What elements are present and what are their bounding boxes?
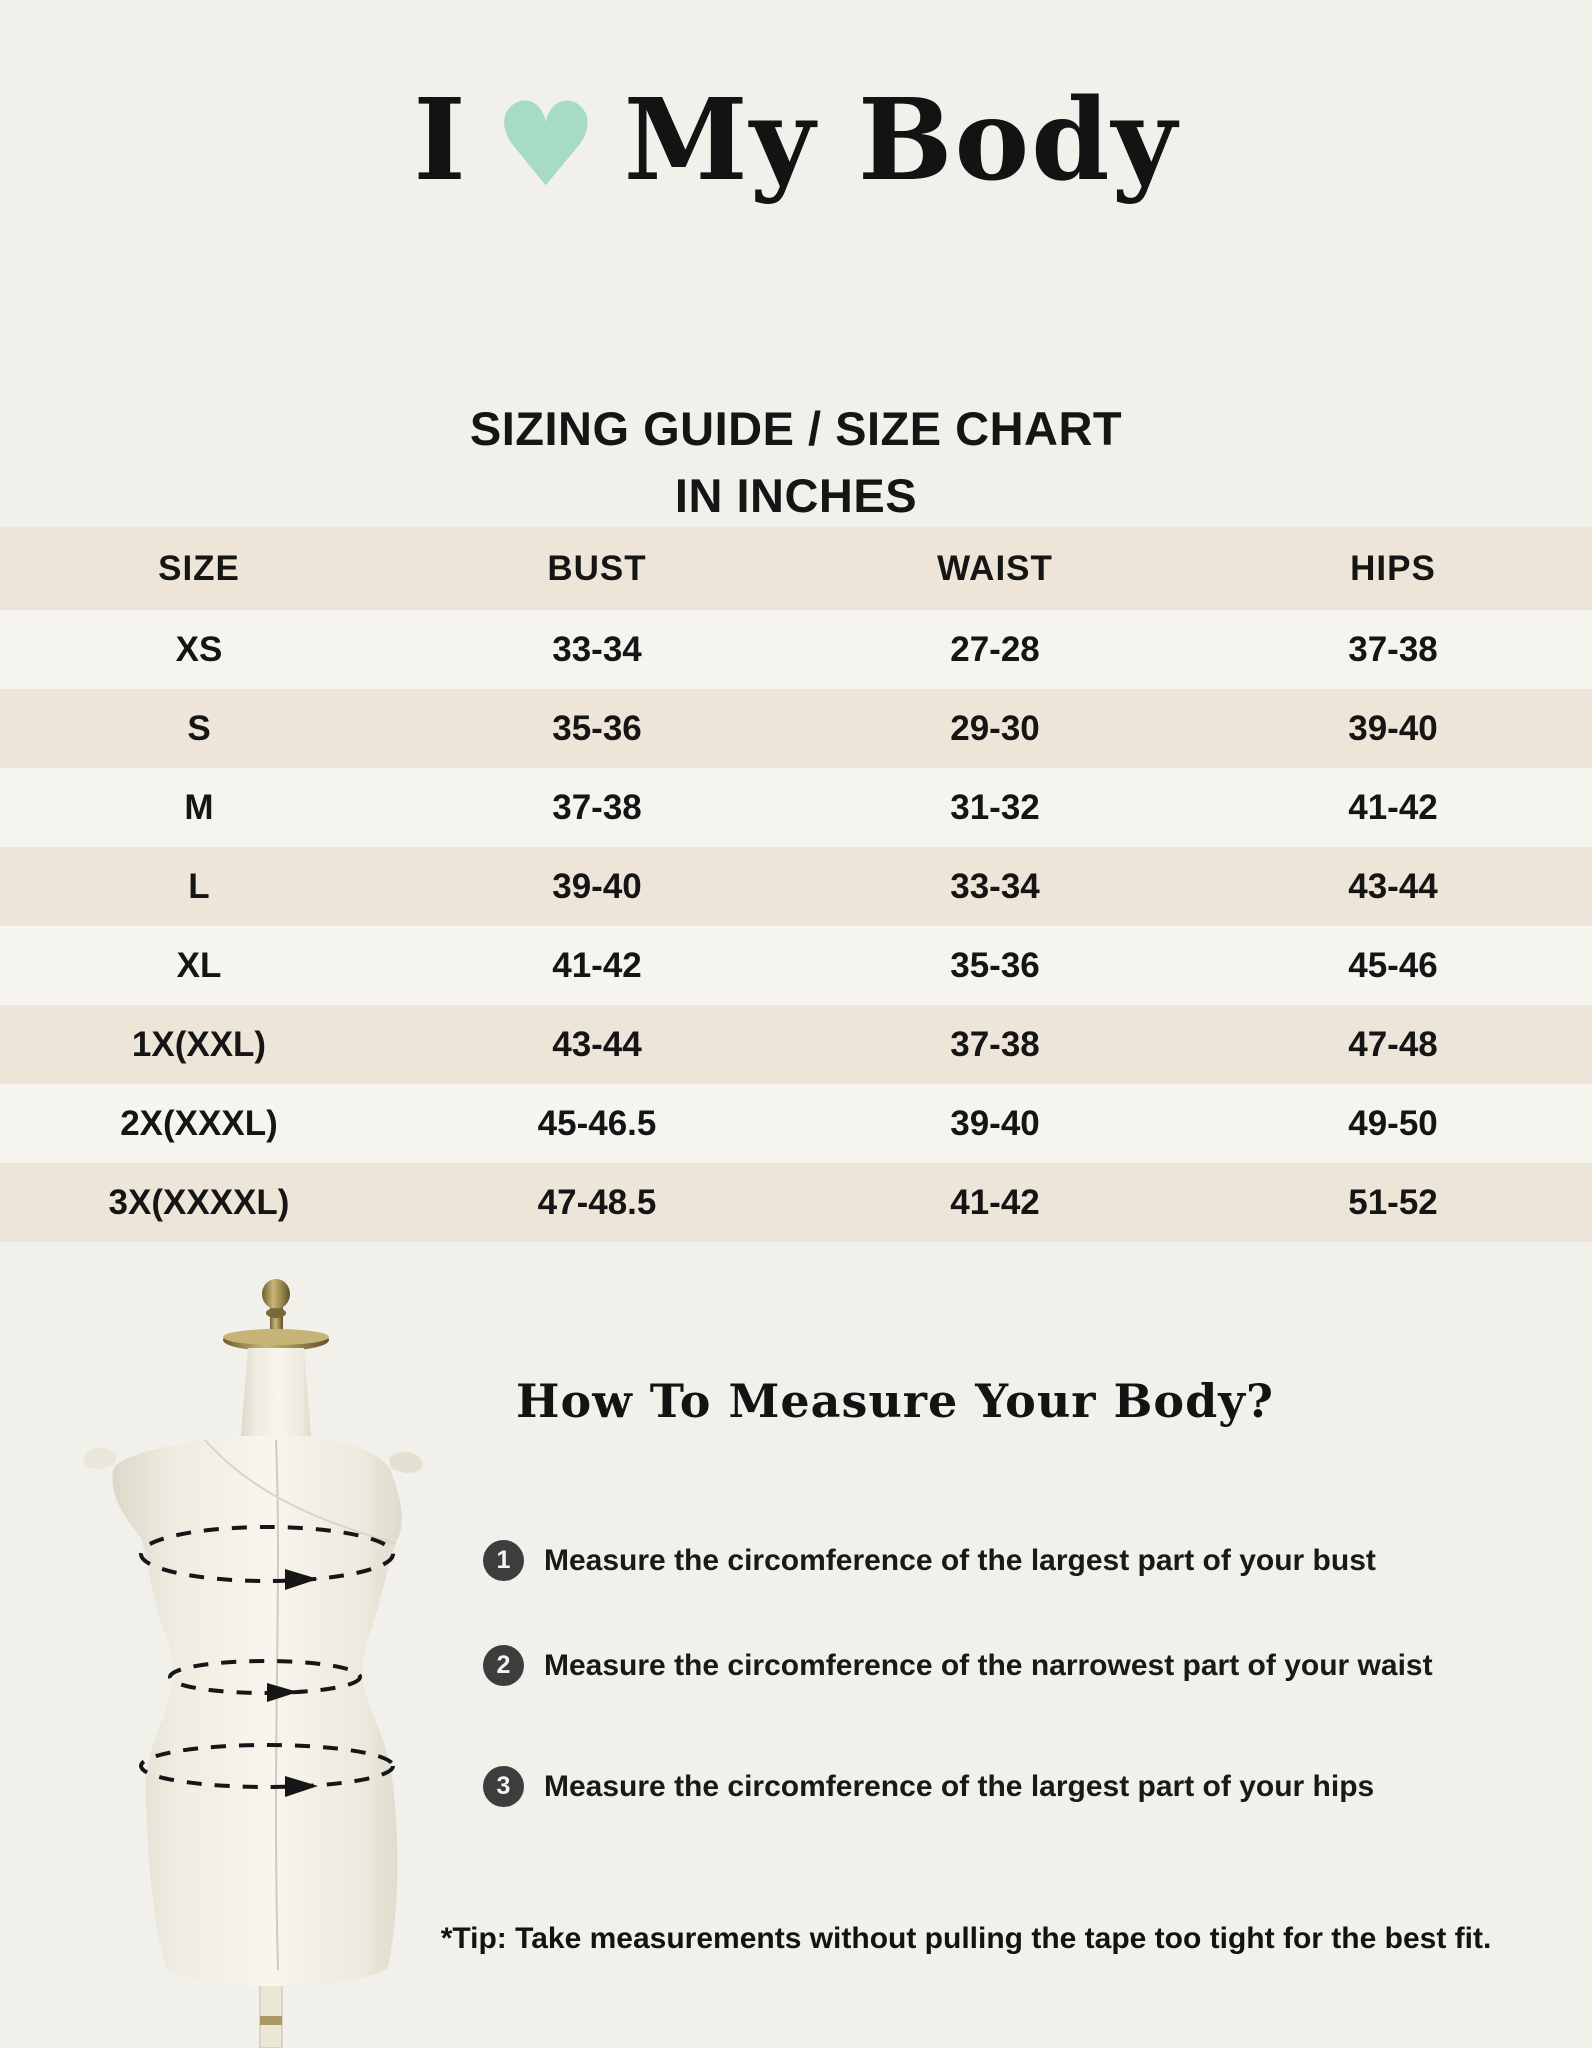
cell-bust: 37-38	[552, 787, 642, 827]
brass-finial	[223, 1279, 329, 1351]
measure-tip: *Tip: Take measurements without pulling the tape too tight for the best fit.	[440, 1922, 1492, 1955]
cell-waist: 31-32	[950, 787, 1040, 827]
cell-bust: 47-48.5	[537, 1182, 657, 1222]
column-header-waist: WAIST	[937, 548, 1053, 588]
cell-size: L	[188, 866, 210, 906]
cell-hips: 49-50	[1348, 1103, 1438, 1143]
cell-bust: 33-34	[552, 629, 642, 669]
title-left: I	[413, 75, 468, 207]
measure-step-1	[483, 1540, 1376, 1581]
step-3-badge: 3	[483, 1766, 524, 1807]
title-right: My Body	[623, 75, 1179, 207]
cell-size: 3X(XXXXL)	[108, 1182, 290, 1222]
table-row	[0, 689, 1592, 768]
cell-hips: 45-46	[1348, 945, 1438, 985]
measure-step-2	[483, 1645, 1433, 1686]
cell-waist: 29-30	[950, 708, 1040, 748]
measure-step-3	[483, 1766, 1374, 1807]
column-header-bust: BUST	[547, 548, 647, 588]
left-shoulder-stub	[83, 1448, 117, 1469]
cell-hips: 41-42	[1348, 787, 1438, 827]
table-row	[0, 1163, 1592, 1242]
cell-waist: 33-34	[950, 866, 1040, 906]
cell-waist: 37-38	[950, 1024, 1040, 1064]
table-row	[0, 1084, 1592, 1163]
cell-hips: 51-52	[1348, 1182, 1438, 1222]
cell-waist: 35-36	[950, 945, 1040, 985]
subtitle-line-2: IN INCHES	[674, 468, 918, 522]
column-header-hips: HIPS	[1350, 548, 1436, 588]
cell-size: XS	[175, 629, 223, 669]
size-chart-table	[0, 527, 1592, 1242]
cell-bust: 45-46.5	[537, 1103, 657, 1143]
step-1-text: Measure the circomference of the largest part of your bust	[544, 1543, 1376, 1577]
cell-bust: 39-40	[552, 866, 642, 906]
step-3-text: Measure the circomference of the largest part of your hips	[544, 1769, 1375, 1803]
step-1-badge: 1	[483, 1540, 524, 1581]
cell-waist: 27-28	[950, 629, 1040, 669]
cell-size: XL	[176, 945, 222, 985]
page-title	[0, 75, 1592, 213]
cell-size: S	[187, 708, 211, 748]
heart-icon: ♥	[493, 78, 598, 213]
table-row	[0, 610, 1592, 689]
cell-hips: 43-44	[1348, 866, 1438, 906]
cell-hips: 37-38	[1348, 629, 1438, 669]
subtitle-line-1: SIZING GUIDE / SIZE CHART	[469, 402, 1123, 455]
step-2-badge: 2	[483, 1645, 524, 1686]
column-header-size: SIZE	[158, 548, 240, 588]
right-shoulder-stub	[389, 1452, 423, 1473]
cell-hips: 47-48	[1348, 1024, 1438, 1064]
step-2-text: Measure the circomference of the narrowest part of your waist	[544, 1648, 1433, 1682]
mannequin-neck	[241, 1348, 311, 1447]
table-header-row	[0, 527, 1592, 610]
cell-bust: 43-44	[552, 1024, 642, 1064]
mannequin-torso	[112, 1436, 401, 1986]
cell-bust: 41-42	[552, 945, 642, 985]
table-row	[0, 1005, 1592, 1084]
cell-size: M	[184, 787, 214, 827]
cell-waist: 39-40	[950, 1103, 1040, 1143]
cell-bust: 35-36	[552, 708, 642, 748]
cell-size: 1X(XXL)	[131, 1024, 267, 1064]
cell-hips: 39-40	[1348, 708, 1438, 748]
chart-subtitle	[0, 396, 1592, 529]
table-row	[0, 926, 1592, 1005]
cell-size: 2X(XXXL)	[120, 1103, 278, 1143]
cell-waist: 41-42	[950, 1182, 1040, 1222]
measure-heading: How To Measure Your Body?	[516, 1374, 1274, 1428]
table-row	[0, 847, 1592, 926]
table-row	[0, 768, 1592, 847]
